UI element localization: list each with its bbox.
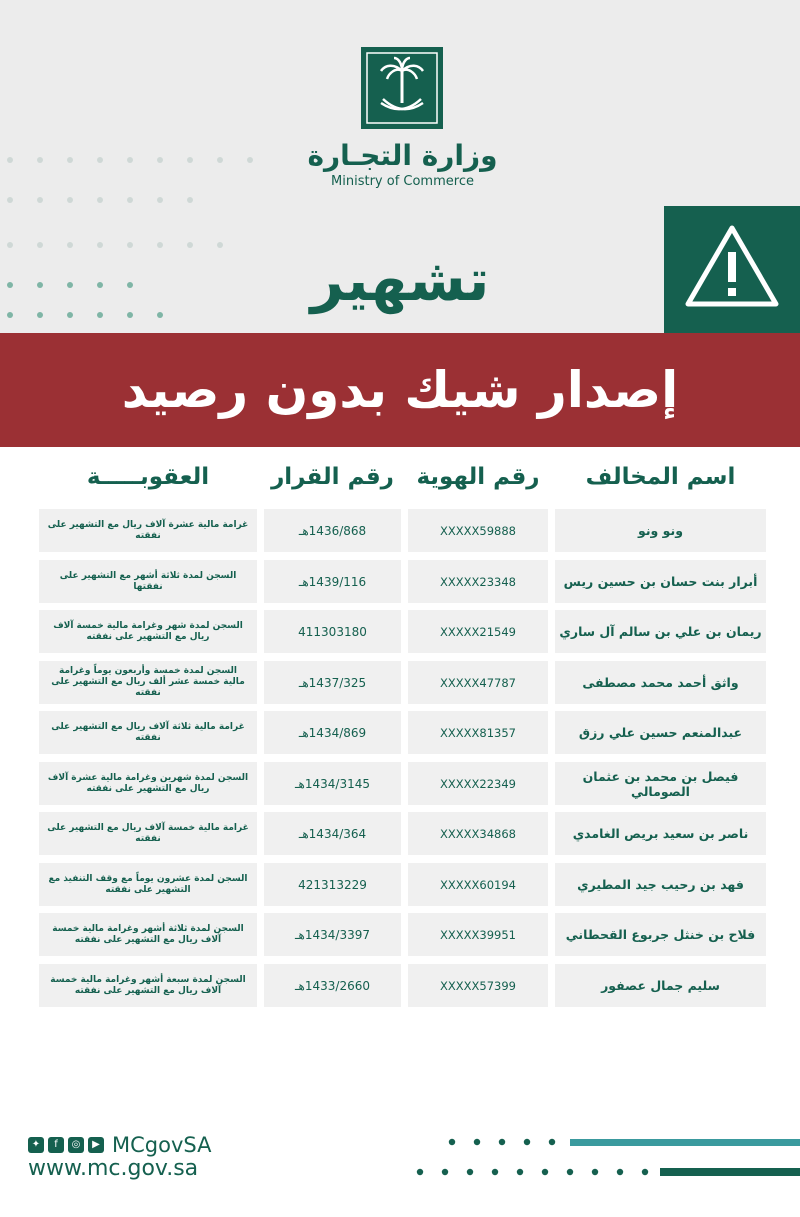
ministry-name-arabic: وزارة التجـارة xyxy=(307,139,498,172)
row-decision-cell: 421313229 xyxy=(264,863,401,906)
row-decision-cell: 1433/2660هـ xyxy=(264,964,401,1007)
row-penalty-cell: السجن لمدة شهرين وغرامة مالية عشرة آلاف ريال مع التشهير على نفقته xyxy=(39,762,257,805)
row-id-cell: XXXXX22349 xyxy=(408,762,548,805)
header-decision: رقم القرار xyxy=(271,464,394,490)
row-penalty-cell: غرامة مالية عشرة آلاف ريال مع التشهير على نفقته xyxy=(39,509,257,552)
row-id-cell: XXXXX21549 xyxy=(408,610,548,653)
website-url[interactable]: www.mc.gov.sa xyxy=(28,1156,199,1181)
row-id-cell: XXXXX57399 xyxy=(408,964,548,1007)
row-decision-cell: 1439/116هـ xyxy=(264,560,401,603)
twitter-icon[interactable]: ✦ xyxy=(28,1137,44,1153)
row-name-cell: فلاح بن خنثل جربوع القحطاني xyxy=(555,913,766,956)
social-icons xyxy=(28,1134,104,1156)
row-name-cell: عبدالمنعم حسين علي رزق xyxy=(555,711,766,754)
social-handle[interactable]: MCgovSA xyxy=(112,1133,212,1157)
palm-swords-emblem-icon xyxy=(361,47,443,129)
row-id-cell: XXXXX60194 xyxy=(408,863,548,906)
row-name-cell: سليم جمال عصفور xyxy=(555,964,766,1007)
page-title: تشهير xyxy=(310,246,490,314)
row-decision-cell: 1434/364هـ xyxy=(264,812,401,855)
row-decision-cell: 1436/868هـ xyxy=(264,509,401,552)
header-area xyxy=(0,0,800,333)
row-id-cell: XXXXX81357 xyxy=(408,711,548,754)
row-id-cell: XXXXX47787 xyxy=(408,661,548,704)
row-penalty-cell: السجن لمدة شهر وغرامة مالية خمسة آلاف ريال مع التشهير على نفقته xyxy=(39,610,257,653)
row-penalty-cell: السجن لمدة عشرون يوماً مع وقف التنفيذ مع التشهير على نفقته xyxy=(39,863,257,906)
instagram-icon[interactable]: ◎ xyxy=(68,1137,84,1153)
row-penalty-cell: السجن لمدة ثلاثة أشهر وغرامة مالية خمسة آلاف ريال مع التشهير على نفقته xyxy=(39,913,257,956)
row-decision-cell: 1434/3145هـ xyxy=(264,762,401,805)
row-name-cell: فهد بن رحيب جيد المطيري xyxy=(555,863,766,906)
row-name-cell: ناصر بن سعيد بريص الغامدي xyxy=(555,812,766,855)
row-decision-cell: 411303180 xyxy=(264,610,401,653)
banner-text: إصدار شيك بدون رصيد xyxy=(121,361,679,419)
violation-banner xyxy=(0,333,800,447)
row-decision-cell: 1434/3397هـ xyxy=(264,913,401,956)
row-name-cell: فيصل بن محمد بن عثمان الصومالي xyxy=(555,762,766,805)
row-id-cell: XXXXX59888 xyxy=(408,509,548,552)
row-id-cell: XXXXX34868 xyxy=(408,812,548,855)
row-decision-cell: 1434/869هـ xyxy=(264,711,401,754)
facebook-icon[interactable]: f xyxy=(48,1137,64,1153)
row-penalty-cell: السجن لمدة خمسة وأربعون يوماً وغرامة مالية خمسة عشر ألف ريال مع التشهير على نفقته xyxy=(39,661,257,704)
decorative-dots xyxy=(0,150,300,330)
footer-decorative-dots xyxy=(400,1130,800,1190)
row-name-cell: ونو ونو xyxy=(555,509,766,552)
row-name-cell: واثق أحمد محمد مصطفى xyxy=(555,661,766,704)
warning-triangle-icon xyxy=(664,206,800,333)
header-name: اسم المخالف xyxy=(585,464,736,490)
row-penalty-cell: السجن لمدة سبعة أشهر وغرامة مالية خمسة آلاف ريال مع التشهير على نفقته xyxy=(39,964,257,1007)
row-id-cell: XXXXX39951 xyxy=(408,913,548,956)
row-penalty-cell: غرامة مالية ثلاثة آلاف ريال مع التشهير على نفقته xyxy=(39,711,257,754)
header-penalty: العقوبـــــة xyxy=(86,464,210,490)
youtube-icon[interactable]: ▶ xyxy=(88,1137,104,1153)
row-name-cell: أبرار بنت حسان بن حسين ريس xyxy=(555,560,766,603)
ministry-name-english: Ministry of Commerce xyxy=(331,174,474,189)
row-name-cell: ريمان بن علي بن سالم آل ساري xyxy=(555,610,766,653)
row-id-cell: XXXXX23348 xyxy=(408,560,548,603)
row-penalty-cell: غرامة مالية خمسة آلاف ريال مع التشهير على نفقته xyxy=(39,812,257,855)
header-id: رقم الهوية xyxy=(416,464,540,490)
row-penalty-cell: السجن لمدة ثلاثة أشهر مع التشهير على نفقتها xyxy=(39,560,257,603)
row-decision-cell: 1437/325هـ xyxy=(264,661,401,704)
